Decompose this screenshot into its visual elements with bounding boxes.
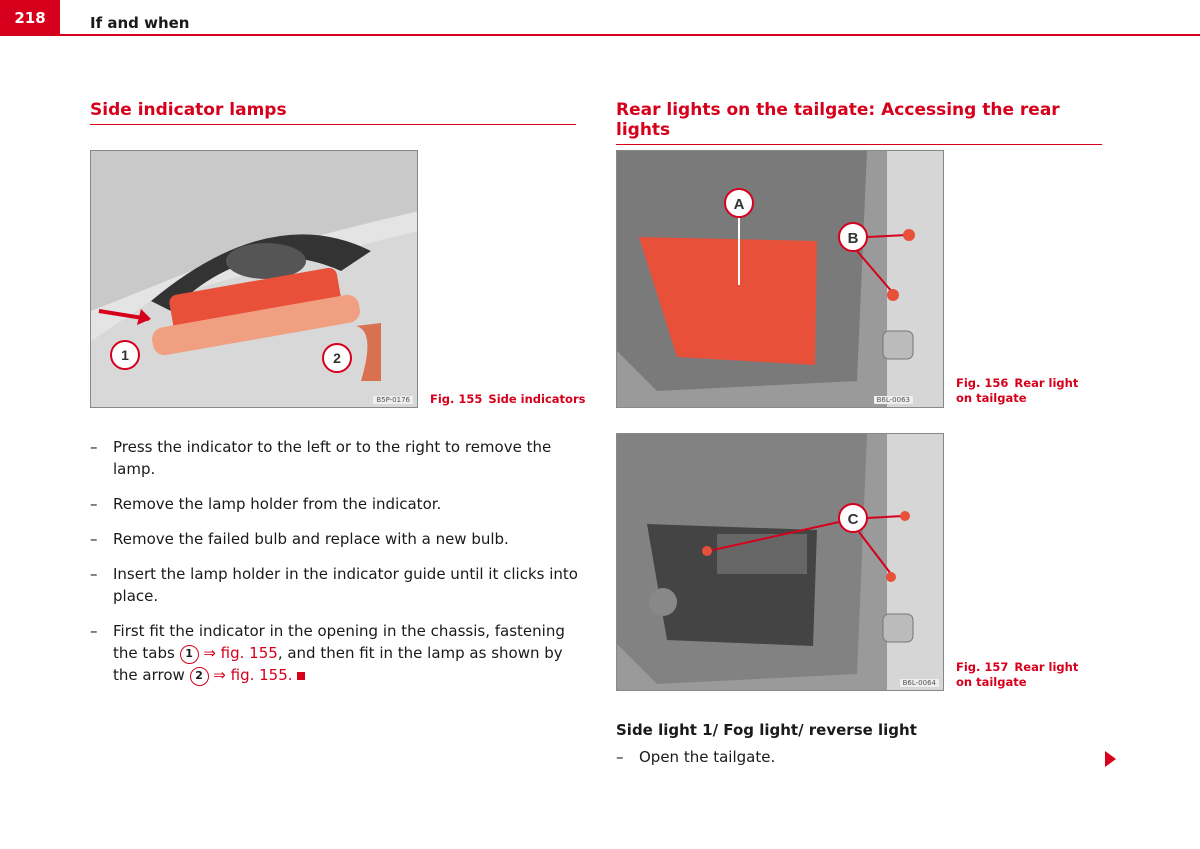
fig155-marker-2: 2	[333, 350, 341, 366]
figure-label: Fig. 157	[956, 660, 1009, 674]
dash: –	[90, 565, 98, 583]
list-item	[90, 620, 580, 686]
list-item	[90, 528, 580, 550]
figure-link[interactable]: ⇒ fig. 155	[198, 644, 278, 662]
figure-rear-light-157	[616, 433, 944, 691]
step-text: Insert the lamp holder in the indicator guide until it clicks into place.	[113, 565, 578, 605]
fig156-marker-a: A	[733, 196, 745, 213]
step-text-part: , and then fit in the lamp as shown by the arrow	[113, 644, 563, 684]
figure-rear-light-156	[616, 150, 944, 408]
section-title-side-indicator: Side indicator lamps	[90, 100, 576, 125]
dash: –	[90, 495, 98, 513]
dash: –	[90, 438, 98, 456]
figure-caption-text: Side indicators	[488, 392, 586, 406]
figure-label: Fig. 156	[956, 376, 1009, 390]
side-indicator-illustration	[91, 151, 418, 408]
rear-light-illustration-a	[617, 151, 944, 408]
subheading-side-light: Side light 1/ Fog light/ reverse light	[616, 721, 917, 739]
callout-1: 1	[180, 645, 199, 664]
figure-code: B5P-0176	[373, 396, 413, 404]
figure-link[interactable]: ⇒ fig. 155.	[208, 666, 293, 684]
figure-caption-text: Rear light on tailgate	[956, 660, 1079, 689]
list-item	[616, 748, 775, 766]
list-item	[90, 493, 580, 515]
step-text	[113, 620, 580, 686]
fig157-marker-c: C	[847, 511, 859, 528]
figure-caption-text: Rear light on tailgate	[956, 376, 1079, 405]
step-text-part: First fit the indicator in the opening in the chassis, fastening the tabs	[113, 622, 565, 662]
rear-light-illustration-c	[617, 434, 944, 691]
fig156-marker-b: B	[847, 230, 859, 247]
dash: –	[90, 622, 98, 640]
section-title-rear-lights: Rear lights on the tailgate: Accessing the rear lights	[616, 100, 1102, 145]
step-text: Open the tailgate.	[639, 748, 776, 766]
step-text: Remove the lamp holder from the indicator.	[113, 495, 442, 513]
step-text: Press the indicator to the left or to the right to remove the lamp.	[113, 438, 552, 478]
figure-label: Fig. 155	[430, 392, 483, 406]
callout-2: 2	[190, 667, 209, 686]
continue-arrow-icon	[1105, 751, 1116, 767]
figure-code: B6L-0063	[874, 396, 913, 404]
figure-caption-157	[956, 660, 1096, 690]
figure-caption-156	[956, 376, 1096, 406]
dash: –	[616, 748, 624, 766]
header-rule	[60, 34, 1200, 36]
list-item	[90, 563, 580, 607]
figure-side-indicators	[90, 150, 418, 408]
dash: –	[90, 530, 98, 548]
page-header-title: If and when	[90, 14, 190, 32]
figure-code: B6L-0064	[900, 679, 939, 687]
page-number: 218	[0, 0, 60, 36]
fig155-marker-1: 1	[121, 347, 129, 363]
list-item	[90, 436, 580, 480]
step-text: Remove the failed bulb and replace with a new bulb.	[113, 530, 509, 548]
section-end-marker	[297, 672, 305, 680]
instruction-list	[90, 436, 580, 699]
figure-caption-155	[430, 392, 585, 407]
